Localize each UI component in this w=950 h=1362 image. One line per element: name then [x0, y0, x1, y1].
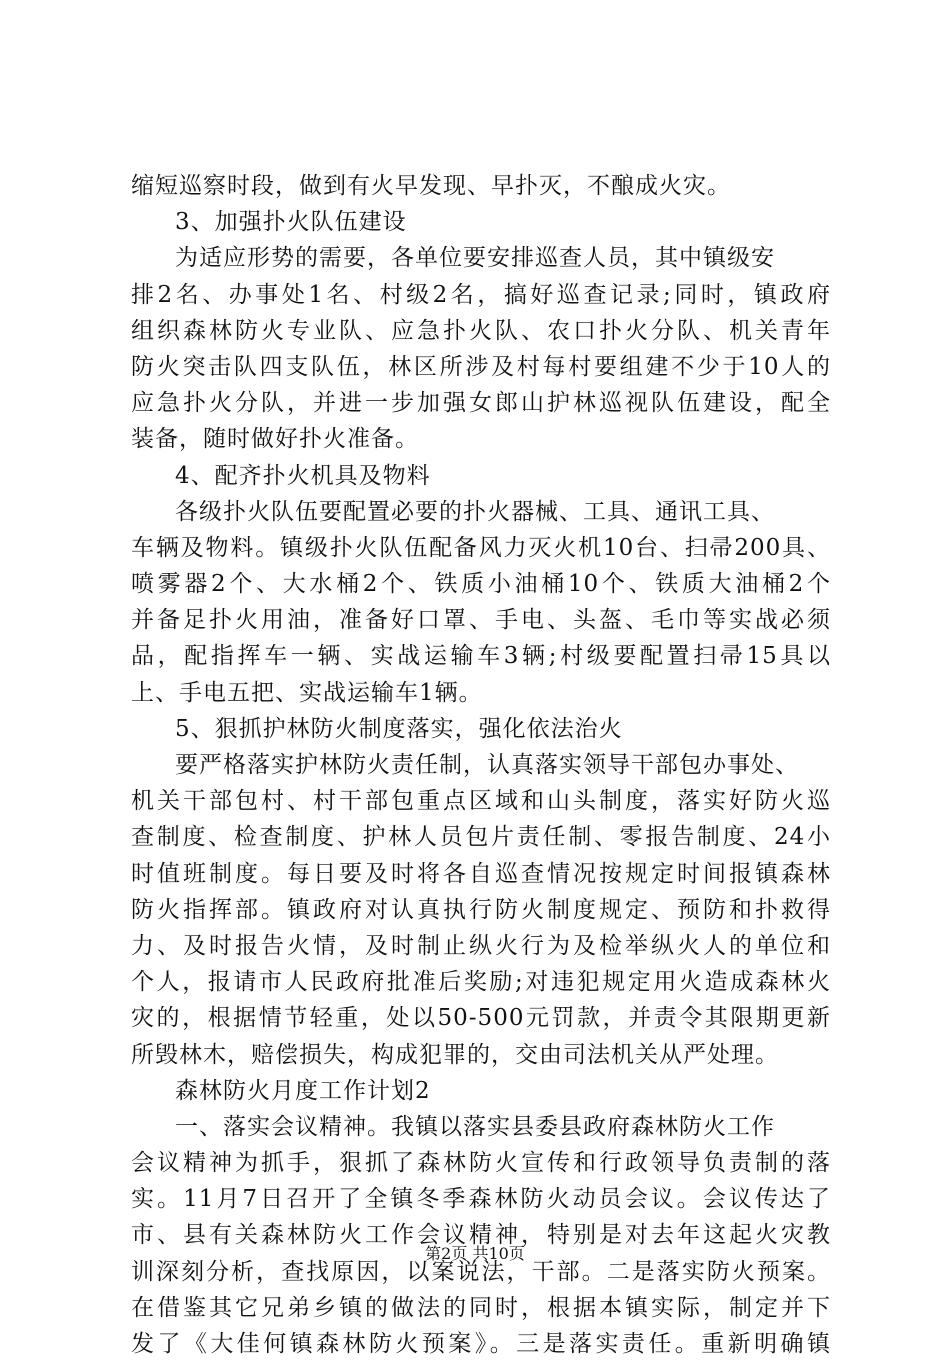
text-line: 品，配指挥车一辆、实战运输车3辆;村级要配置扫帚15具以 — [131, 643, 831, 670]
page-number: 第2页 共10页 — [425, 1244, 525, 1263]
text-line: 在借鉴其它兄弟乡镇的做法的同时，根据本镇实际，制定并下 — [131, 1294, 831, 1321]
text-line: 缩短巡察时段，做到有火早发现、早扑灭，不酿成火灾。 — [131, 173, 731, 199]
text-line: 喷雾器2个、大水桶2个、铁质小油桶10个、铁质大油桶2个 — [131, 571, 831, 598]
text-line: 一、落实会议精神。我镇以落实县委县政府森林防火工作 — [175, 1113, 775, 1140]
text-line: 灾的，根据情节轻重，处以50-500元罚款，并责令其限期更新 — [131, 1005, 831, 1032]
text-line: 市、县有关森林防火工作会议精神，特别是对去年这起火灾教 — [131, 1222, 831, 1249]
text-line: 时值班制度。每日要及时将各自巡查情况按规定时间报镇森林 — [131, 860, 831, 887]
text-line: 个人，报请市人民政府批准后奖励;对违犯规定用火造成森林火 — [131, 969, 831, 996]
text-line: 力、及时报告火情，及时制止纵火行为及检举纵火人的单位和 — [131, 932, 831, 959]
text-line: 各级扑火队伍要配置必要的扑火器械、工具、通讯工具、 — [175, 498, 775, 525]
text-line: 所毁林木，赔偿损失，构成犯罪的，交由司法机关从严处理。 — [131, 1041, 779, 1068]
text-line: 组织森林防火专业队、应急扑火队、农口扑火分队、机关青年 — [131, 317, 831, 344]
text-line: 机关干部包村、村干部包重点区域和山头制度，落实好防火巡 — [131, 788, 831, 815]
text-line: 要严格落实护林防火责任制，认真落实领导干部包办事处、 — [175, 752, 799, 778]
text-line: 为适应形势的需要，各单位要安排巡查人员，其中镇级安 — [175, 245, 775, 272]
text-line: 排2名、办事处1名、村级2名，搞好巡查记录;同时，镇政府 — [131, 281, 831, 308]
text-line: 应急扑火分队，并进一步加强女郎山护林巡视队伍建设，配全 — [131, 390, 831, 417]
section-heading: 4、配齐扑火机具及物料 — [175, 462, 431, 489]
text-line: 实。11月7日召开了全镇冬季森林防火动员会议。会议传达了 — [131, 1186, 831, 1213]
text-line: 训深刻分析，查找原因，以案说法，干部。二是落实防火预案。 — [131, 1258, 831, 1285]
text-line: 防火指挥部。镇政府对认真执行防火制度规定、预防和扑救得 — [131, 896, 831, 923]
text-line: 并备足扑火用油，准备好口罩、手电、头盔、毛巾等实战必须 — [131, 607, 831, 634]
section-heading: 3、加强扑火队伍建设 — [175, 209, 407, 236]
text-line: 会议精神为抓手，狠抓了森林防火宣传和行政领导负责制的落 — [131, 1150, 831, 1177]
text-line: 装备，随时做好扑火准备。 — [131, 426, 419, 453]
text-line: 防火突击队四支队伍，林区所涉及村每村要组建不少于10人的 — [131, 353, 831, 380]
text-line: 查制度、检查制度、护林人员包片责任制、零报告制度、24小 — [131, 824, 831, 851]
section-heading: 森林防火月度工作计划2 — [175, 1077, 431, 1104]
body-text — [131, 168, 831, 1362]
section-heading: 5、狠抓护林防火制度落实，强化依法治火 — [175, 715, 623, 742]
text-line: 上、手电五把、实战运输车1辆。 — [131, 679, 483, 706]
text-line: 发了《大佳何镇森林防火预案》。三是落实责任。重新明确镇 — [131, 1331, 831, 1357]
text-line: 车辆及物料。镇级扑火队伍配备风力灭火机10台、扫帚200具、 — [131, 534, 831, 561]
